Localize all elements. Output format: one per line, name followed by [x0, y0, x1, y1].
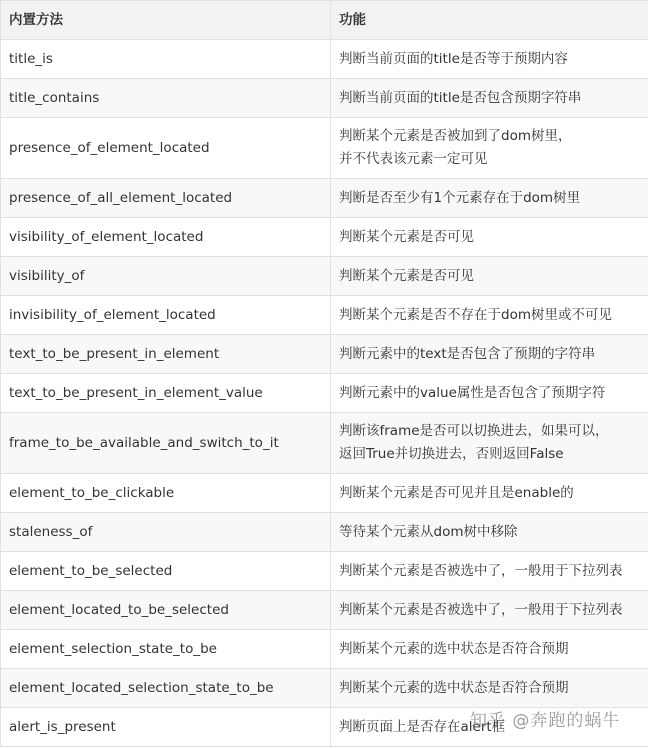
- method-cell: element_located_selection_state_to_be: [1, 669, 331, 708]
- function-cell: [331, 296, 648, 335]
- function-line: 判断当前页面的title是否包含预期字符串: [339, 89, 582, 106]
- method-cell: visibility_of: [1, 257, 331, 296]
- watermark: 知乎 @奔跑的蜗牛: [470, 711, 621, 731]
- function-line: 判断页面上是否存在alert框: [339, 718, 506, 735]
- function-cell: [331, 118, 648, 179]
- table-row: [1, 218, 648, 257]
- header-row: [1, 1, 648, 40]
- table-row: [1, 79, 648, 118]
- function-cell: [331, 591, 648, 630]
- table-row: [1, 513, 648, 552]
- function-line: 判断元素中的value属性是否包含了预期字符: [339, 384, 606, 401]
- function-cell: [331, 474, 648, 513]
- table-row: [1, 669, 648, 708]
- method-cell: text_to_be_present_in_element: [1, 335, 331, 374]
- function-line: 判断某个元素的选中状态是否符合预期: [339, 640, 569, 657]
- function-line: 并不代表该元素一定可见: [339, 151, 488, 167]
- function-line: 判断某个元素是否被加到了dom树里，: [339, 128, 572, 144]
- table-row: [1, 40, 648, 79]
- function-line: 判断某个元素是否被选中了，一般用于下拉列表: [339, 562, 623, 579]
- function-line: 判断某个元素的选中状态是否符合预期: [339, 679, 569, 696]
- table-row: [1, 374, 648, 413]
- function-cell: [331, 335, 648, 374]
- header-function: 功能: [331, 1, 648, 40]
- function-line: 判断元素中的text是否包含了预期的字符串: [339, 345, 596, 362]
- header-method: 内置方法: [1, 1, 331, 40]
- method-cell: invisibility_of_element_located: [1, 296, 331, 335]
- table-row: [1, 118, 648, 179]
- table-row: [1, 257, 648, 296]
- function-cell: [331, 218, 648, 257]
- function-line: 判断该frame是否可以切换进去，如果可以，: [339, 423, 609, 439]
- function-cell: [331, 257, 648, 296]
- function-cell: [331, 179, 648, 218]
- function-line: 等待某个元素从dom树中移除: [339, 523, 518, 540]
- method-cell: alert_is_present: [1, 708, 331, 747]
- function-cell: [331, 374, 648, 413]
- function-line: 判断某个元素是否可见: [339, 228, 474, 245]
- function-line: 判断某个元素是否被选中了，一般用于下拉列表: [339, 601, 623, 618]
- table-body: [1, 40, 648, 747]
- method-cell: element_to_be_selected: [1, 552, 331, 591]
- function-cell: [331, 552, 648, 591]
- method-cell: presence_of_all_element_located: [1, 179, 331, 218]
- table-row: [1, 474, 648, 513]
- function-cell: [331, 40, 648, 79]
- method-cell: title_is: [1, 40, 331, 79]
- method-cell: element_located_to_be_selected: [1, 591, 331, 630]
- method-cell: staleness_of: [1, 513, 331, 552]
- function-line: 判断是否至少有1个元素存在于dom树里: [339, 189, 581, 206]
- table-row: [1, 591, 648, 630]
- function-line: 返回True并切换进去，否则返回False: [339, 446, 564, 462]
- table-row: [1, 413, 648, 474]
- method-cell: presence_of_element_located: [1, 118, 331, 179]
- function-cell: [331, 513, 648, 552]
- function-line: 判断当前页面的title是否等于预期内容: [339, 50, 568, 67]
- table-row: [1, 335, 648, 374]
- table-row: [1, 630, 648, 669]
- function-line: 判断某个元素是否可见并且是enable的: [339, 484, 574, 501]
- function-cell: [331, 630, 648, 669]
- function-cell: [331, 413, 648, 474]
- function-cell: [331, 669, 648, 708]
- method-cell: frame_to_be_available_and_switch_to_it: [1, 413, 331, 474]
- table-row: [1, 296, 648, 335]
- method-cell: visibility_of_element_located: [1, 218, 331, 257]
- function-cell: [331, 708, 648, 747]
- method-cell: text_to_be_present_in_element_value: [1, 374, 331, 413]
- function-line: 判断某个元素是否不存在于dom树里或不可见: [339, 306, 612, 323]
- function-cell: [331, 79, 648, 118]
- method-cell: title_contains: [1, 79, 331, 118]
- table-row: [1, 179, 648, 218]
- method-cell: element_selection_state_to_be: [1, 630, 331, 669]
- method-cell: element_to_be_clickable: [1, 474, 331, 513]
- table-row: [1, 708, 648, 747]
- table-row: [1, 552, 648, 591]
- function-line: 判断某个元素是否可见: [339, 267, 474, 284]
